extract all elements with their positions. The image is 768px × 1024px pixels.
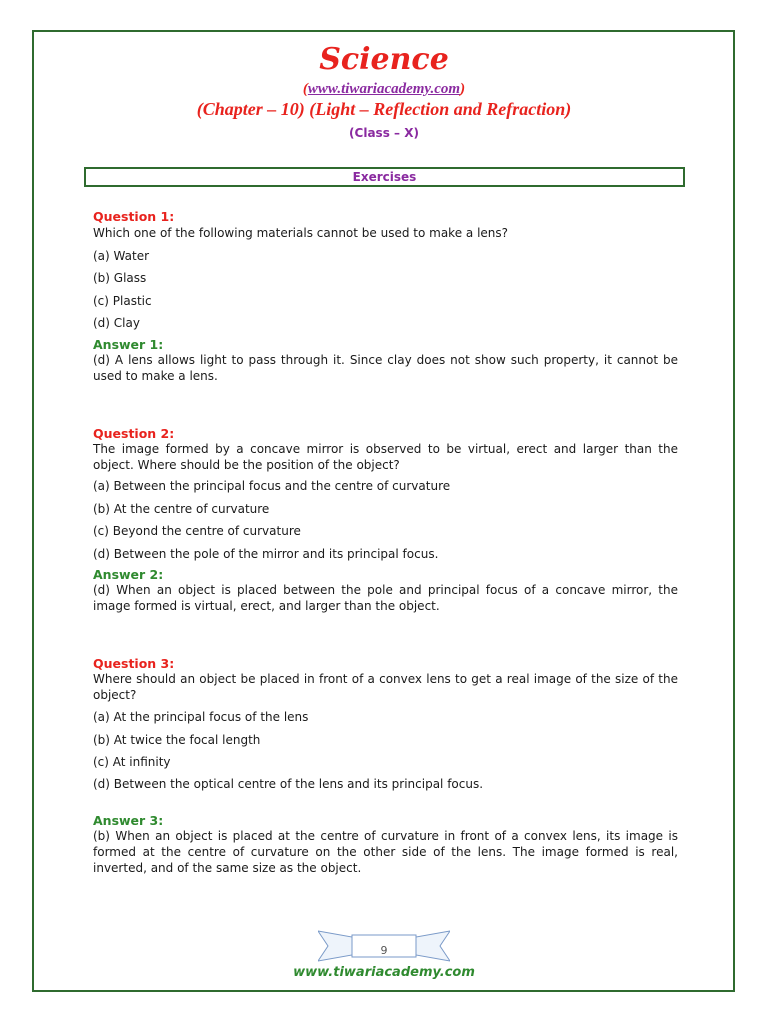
answer-3-text: (b) When an object is placed at the centre of curvature in front of a convex lens, its image is formed at the centre of curvature on the other side of the lens. The image formed is real, inverted, and of the same size as the object. [93, 829, 678, 875]
question-3-text: Where should an object be placed in front of a convex lens to get a real image of the size of the object? [93, 672, 678, 702]
website-link[interactable]: www.tiwariacademy.com [307, 81, 461, 97]
question-3-option-b: (b) At twice the focal length [93, 733, 261, 747]
website-close-paren: ) [460, 81, 466, 97]
question-2-heading: Question 2: [93, 426, 175, 441]
question-2-option-d: (d) Between the pole of the mirror and its principal focus. [93, 547, 439, 561]
question-2-text: The image formed by a concave mirror is observed to be virtual, erect and larger than the object. Where should be the position of the object? [93, 442, 678, 472]
answer-2-text: (d) When an object is placed between the pole and principal focus of a concave mirror, the image formed is virtual, erect, and larger than the object. [93, 583, 678, 613]
header-website [0, 81, 768, 98]
section-title-box [84, 167, 685, 187]
question-1-option-a: (a) Water [93, 249, 150, 263]
question-1-heading: Question 1: [93, 209, 175, 224]
footer-website[interactable]: www.tiwariacademy.com [293, 965, 475, 980]
question-3-heading: Question 3: [93, 656, 175, 671]
question-2-option-c: (c) Beyond the centre of curvature [93, 524, 301, 538]
answer-1-text: (d) A lens allows light to pass through it. Since clay does not show such property, it cannot be used to make a lens. [93, 353, 678, 383]
answer-2-heading: Answer 2: [93, 567, 164, 582]
question-1-text: Which one of the following materials cannot be used to make a lens? [93, 226, 509, 240]
class-label: (Class – X) [349, 126, 419, 140]
question-2-option-a: (a) Between the principal focus and the centre of curvature [93, 479, 451, 493]
question-1-option-c: (c) Plastic [93, 294, 152, 308]
question-1-option-b: (b) Glass [93, 271, 147, 285]
chapter-title: (Chapter – 10) (Light – Reflection and Refraction) [196, 99, 572, 119]
page-title: Science [319, 42, 449, 77]
website-open-paren: ( [302, 81, 308, 97]
page-number: 9 [380, 944, 388, 957]
answer-3-heading: Answer 3: [93, 813, 164, 828]
answer-1-heading: Answer 1: [93, 337, 164, 352]
question-1-option-d: (d) Clay [93, 316, 140, 330]
question-3-option-c: (c) At infinity [93, 755, 171, 769]
section-title: Exercises [352, 170, 417, 184]
question-3-option-a: (a) At the principal focus of the lens [93, 710, 309, 724]
question-3-option-d: (d) Between the optical centre of the lens and its principal focus. [93, 777, 484, 791]
question-2-option-b: (b) At the centre of curvature [93, 502, 270, 516]
